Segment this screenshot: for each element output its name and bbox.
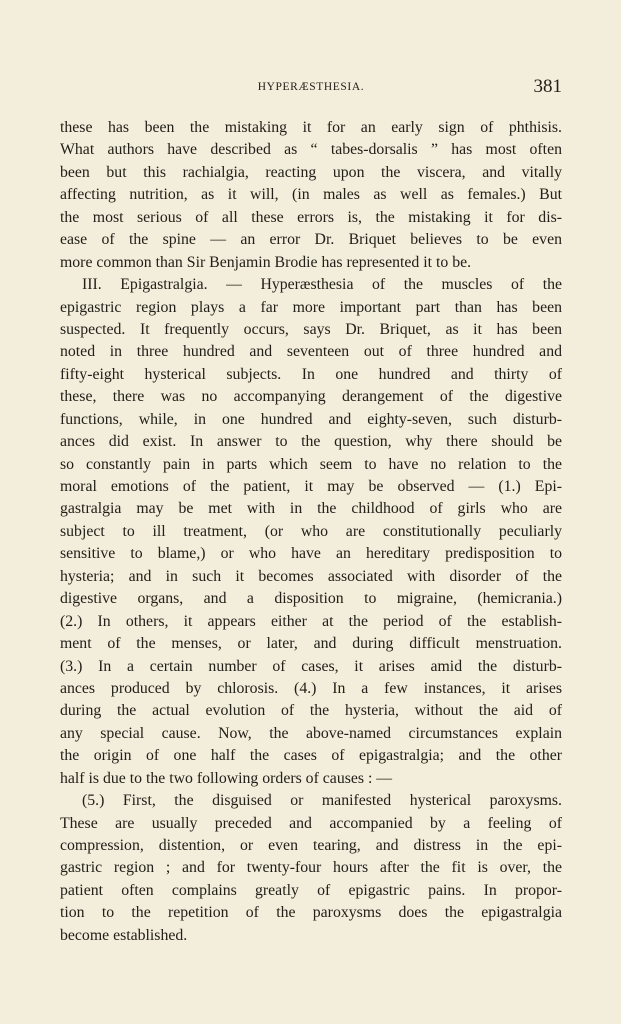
text-line: subject to ill treatment, (or who are constitutionally peculiarly xyxy=(60,522,562,540)
text-line: compression, distention, or even tearing, and distress in the epi- xyxy=(60,837,562,854)
text-line: been but this rachialgia, reacting upon the viscera, and vitally xyxy=(60,163,562,181)
text-line: the most serious of all these errors is, the mistaking it for dis- xyxy=(60,208,562,226)
text-line: gastralgia may be met with in the childhood of girls who are xyxy=(60,500,562,518)
text-line: half is due to the two following orders of causes : — xyxy=(60,769,393,787)
text-line: III. Epigastralgia. — Hyperæsthesia of the muscles of the xyxy=(82,276,562,294)
text-line: functions, while, in one hundred and eighty-seven, such disturb- xyxy=(60,410,562,428)
text-line: epigastric region plays a far more important part than has been xyxy=(60,298,562,316)
text-line: these, there was no accompanying derangement of the digestive xyxy=(60,388,562,406)
text-line: What authors have described as “ tabes-dorsalis ” has most often xyxy=(60,141,562,159)
text-line: (5.) First, the disguised or manifested hysterical paroxysms. xyxy=(82,792,562,810)
text-line: fifty-eight hysterical subjects. In one hundred and thirty of xyxy=(60,365,562,383)
text-line: patient often complains greatly of epigastric pains. In propor- xyxy=(60,881,562,899)
body-text xyxy=(60,117,562,947)
running-title: HYPERÆSTHESIA. xyxy=(257,81,365,93)
text-line: so constantly pain in parts which seem to have no relation to the xyxy=(60,455,562,473)
text-line: these has been the mistaking it for an early sign of phthisis. xyxy=(60,119,562,136)
page-number: 381 xyxy=(533,76,562,97)
text-line: ances did exist. In answer to the question, why there should be xyxy=(60,433,562,451)
text-line: tion to the repetition of the paroxysms does the epigastralgia xyxy=(60,904,562,922)
text-line: ease of the spine — an error Dr. Briquet believes to be even xyxy=(60,231,562,249)
text-line: ances produced by chlorosis. (4.) In a few instances, it arises xyxy=(60,679,562,697)
text-line: (2.) In others, it appears either at the period of the establish- xyxy=(60,612,562,630)
text-line: the origin of one half the cases of epigastralgia; and the other xyxy=(60,747,562,765)
text-line: sensitive to blame,) or who have an hereditary predisposition to xyxy=(60,545,562,563)
text-line: affecting nutrition, as it will, (in males as well as females.) But xyxy=(60,186,562,204)
text-line: become established. xyxy=(60,926,188,944)
text-line: These are usually preceded and accompanied by a feeling of xyxy=(60,814,562,832)
text-line: any special cause. Now, the above-named circumstances explain xyxy=(60,724,562,742)
text-line: noted in three hundred and seventeen out of three hundred and xyxy=(60,343,562,361)
text-line: moral emotions of the patient, it may be observed — (1.) Epi- xyxy=(60,478,562,495)
text-line: during the actual evolution of the hysteria, without the aid of xyxy=(60,702,562,720)
text-line: ment of the menses, or later, and during difficult menstruation. xyxy=(60,635,562,653)
text-line: digestive organs, and a disposition to migraine, (hemicrania.) xyxy=(60,590,562,608)
page-header xyxy=(60,76,562,96)
text-line: more common than Sir Benjamin Brodie has represented it to be. xyxy=(60,253,472,271)
text-line: suspected. It frequently occurs, says Dr. Briquet, as it has been xyxy=(60,320,562,338)
text-line: gastric region ; and for twenty-four hours after the fit is over, the xyxy=(60,859,562,877)
text-line: (3.) In a certain number of cases, it arises amid the disturb- xyxy=(60,657,562,675)
text-line: hysteria; and in such it becomes associated with disorder of the xyxy=(60,567,562,585)
